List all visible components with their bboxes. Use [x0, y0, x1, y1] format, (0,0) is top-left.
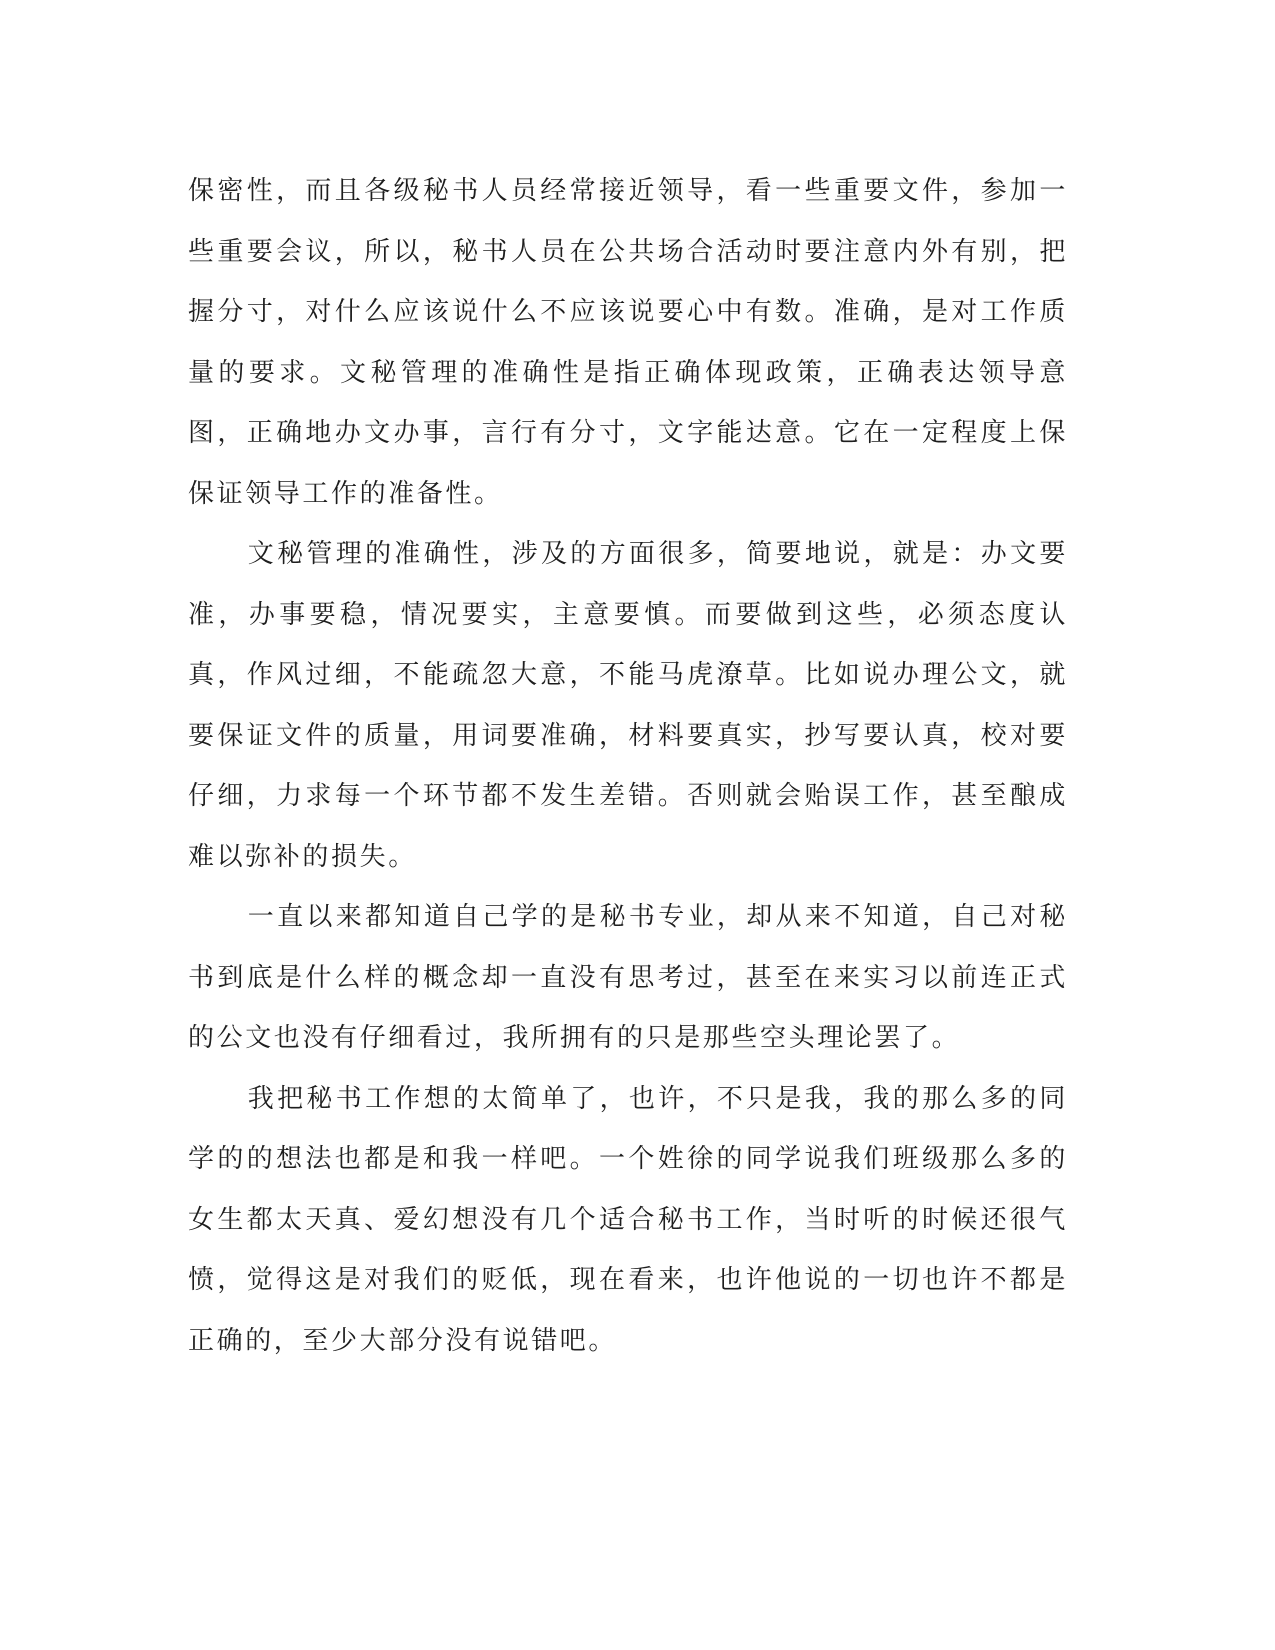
paragraph-2: 文秘管理的准确性，涉及的方面很多，简要地说，就是：办文要准，办事要稳，情况要实，主意要慎。而要做到这些，必须态度认真，作风过细，不能疏忽大意，不能马虎潦草。比如说办理公文，就要保证文件的质量，用词要准确，材料要真实，抄写要认真，校对要仔细，力求每一个环节都不发生差错。否则就会贻误工作，甚至酿成难以弥补的损失。 [188, 539, 1068, 872]
paragraph-1: 保密性，而且各级秘书人员经常接近领导，看一些重要文件，参加一些重要会议，所以，秘书人员在公共场合活动时要注意内外有别，把握分寸，对什么应该说什么不应该说要心中有数。准确，是对工作质量的要求。文秘管理的准确性是指正确体现政策，正确表达领导意图，正确地办文办事，言行有分寸，文字能达意。它在一定程度上保保证领导工作的准备性。 [188, 176, 1068, 509]
body-text [188, 161, 1068, 1371]
paragraph-3: 一直以来都知道自己学的是秘书专业，却从来不知道，自己对秘书到底是什么样的概念却一直没有思考过，甚至在来实习以前连正式的公文也没有仔细看过，我所拥有的只是那些空头理论罢了。 [188, 902, 1068, 1053]
paragraph-4: 我把秘书工作想的太简单了，也许，不只是我，我的那么多的同学的的想法也都是和我一样吧。一个姓徐的同学说我们班级那么多的女生都太天真、爱幻想没有几个适合秘书工作，当时听的时候还很气愤，觉得这是对我们的贬低，现在看来，也许他说的一切也许不都是正确的，至少大部分没有说错吧。 [188, 1083, 1068, 1356]
